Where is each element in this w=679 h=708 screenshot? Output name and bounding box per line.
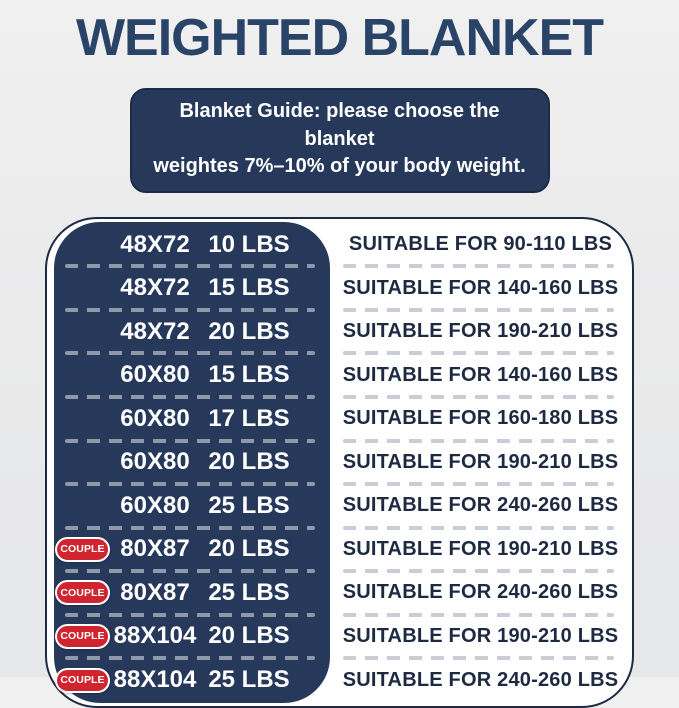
size-value: 48X72: [120, 317, 190, 345]
badge-slot: [55, 537, 111, 562]
suitable-range: SUITABLE FOR 140-160 LBS: [342, 276, 619, 299]
size-value: 88X104: [113, 622, 197, 650]
weight-value: 20 LBS: [208, 622, 290, 650]
weight-value: 17 LBS: [208, 404, 290, 432]
weight-value: 20 LBS: [208, 448, 290, 476]
row-left-cell: [47, 448, 329, 476]
size-value: 80X87: [120, 535, 190, 563]
suitable-range: SUITABLE FOR 90-110 LBS: [348, 233, 613, 256]
table-row: [47, 310, 632, 354]
badge-slot: [55, 668, 111, 693]
suitable-range: SUITABLE FOR 240-260 LBS: [342, 581, 619, 604]
weight-value: 15 LBS: [208, 274, 290, 302]
weight-value: 25 LBS: [208, 578, 290, 606]
row-left-cell: [47, 405, 329, 433]
table-row: [47, 658, 632, 702]
weight-value: 25 LBS: [208, 666, 290, 693]
couple-badge: COUPLE: [55, 537, 110, 562]
table-row: [47, 528, 632, 572]
suitable-range: SUITABLE FOR 140-160 LBS: [342, 363, 619, 386]
suitable-range: SUITABLE FOR 190-210 LBS: [342, 320, 619, 343]
row-left-cell: [47, 231, 329, 259]
size-value: 48X72: [120, 274, 190, 302]
row-left-cell: [47, 274, 329, 302]
suitable-range: SUITABLE FOR 160-180 LBS: [342, 407, 619, 430]
table-row: [47, 223, 632, 267]
table-row: [47, 353, 632, 397]
couple-badge: COUPLE: [55, 580, 110, 605]
page-title: WEIGHTED BLANKET: [75, 9, 604, 67]
row-left-cell: [47, 666, 329, 694]
size-value: 60X80: [120, 361, 190, 389]
table-row: [47, 266, 632, 310]
table-row: [47, 441, 632, 485]
row-left-cell: [47, 318, 329, 346]
couple-badge: COUPLE: [55, 624, 110, 649]
size-value: 88X104: [113, 666, 197, 693]
weight-value: 25 LBS: [208, 491, 290, 519]
row-left-cell: [47, 622, 329, 650]
badge-slot: [55, 580, 111, 605]
size-value: 80X87: [120, 578, 190, 606]
badge-slot: [55, 624, 111, 649]
suitable-range: SUITABLE FOR 190-210 LBS: [342, 450, 619, 473]
size-value: 60X80: [120, 448, 190, 476]
table-row: [47, 615, 632, 659]
guide-banner: [130, 88, 550, 193]
size-chart-card: [45, 217, 634, 708]
infographic: [0, 8, 679, 693]
row-left-cell: [47, 361, 329, 389]
weight-value: 20 LBS: [208, 535, 290, 563]
row-left-cell: [47, 579, 329, 607]
row-left-cell: [47, 535, 329, 563]
size-value: 60X80: [120, 491, 190, 519]
couple-badge: COUPLE: [55, 668, 110, 693]
banner-line-2: weightes 7%–10% of your body weight.: [153, 155, 526, 178]
suitable-range: SUITABLE FOR 190-210 LBS: [342, 624, 619, 647]
weight-value: 20 LBS: [208, 317, 290, 345]
size-value: 60X80: [120, 404, 190, 432]
weight-value: 10 LBS: [208, 230, 290, 258]
suitable-range: SUITABLE FOR 240-260 LBS: [342, 494, 619, 517]
table-row: [47, 484, 632, 528]
suitable-range: SUITABLE FOR 190-210 LBS: [342, 537, 619, 560]
table-row: [47, 397, 632, 441]
size-chart-rows: [47, 223, 632, 702]
suitable-range: SUITABLE FOR 240-260 LBS: [342, 668, 619, 691]
table-row: [47, 571, 632, 615]
weight-value: 15 LBS: [208, 361, 290, 389]
row-left-cell: [47, 492, 329, 520]
size-value: 48X72: [120, 230, 190, 258]
banner-line-1: Blanket Guide: please choose the blanket: [179, 100, 500, 150]
